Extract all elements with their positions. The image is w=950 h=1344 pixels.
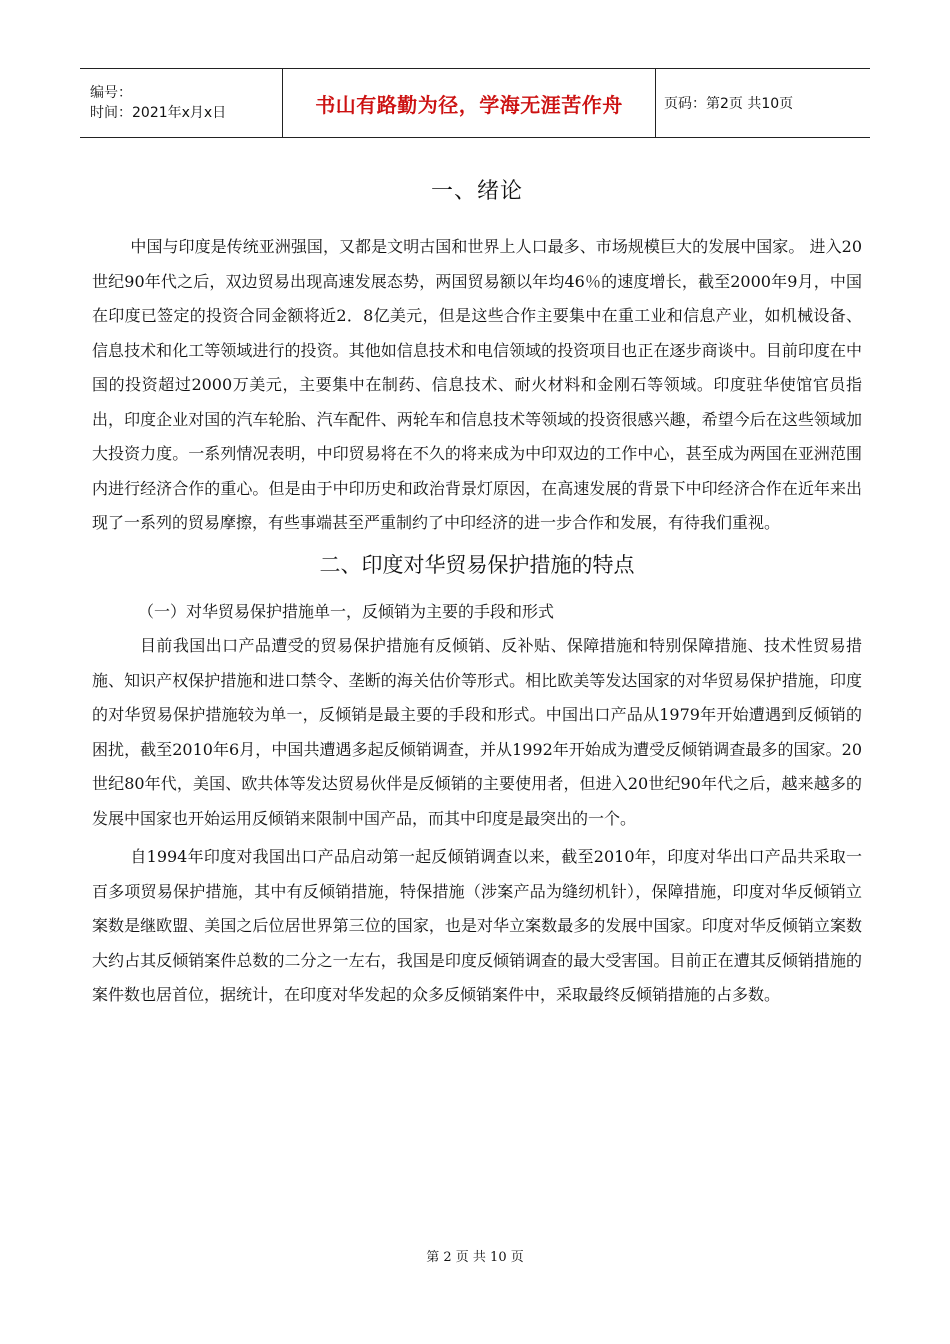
page-info-text: 页码：第2页 共10页	[664, 96, 794, 112]
document-body	[92, 172, 862, 1013]
paragraph: 中国与印度是传统亚洲强国，又都是文明古国和世界上人口最多、市场规模巨大的发展中国家。 进入20世纪90年代之后，双边贸易出现高速发展态势，两国贸易额以年均46％的速度增长，截至2000年9月，中国在印度已签定的投资合同金额将近2．8亿美元，但是这些合作主要集中在重工业和信息产业，如机械设备、信息技术和化工等领域进行的投资。其他如信息技术和电信领域的投资项目也正在逐步商谈中。目前印度在中国的投资超过2000万美元，主要集中在制药、信息技术、耐火材料和金刚石等领域。印度驻华使馆官员指出，印度企业对国的汽车轮胎、汽车配件、两轮车和信息技术等领域的投资很感兴趣，希望今后在这些领域加大投资力度。一系列情况表明，中印贸易将在不久的将来成为中印双边的工作中心，甚至成为两国在亚洲范围内进行经济合作的重心。但是由于中印历史和政治背景灯原因，在高速发展的背景下中印经济合作在近年来出现了一系列的贸易摩擦，有些事端甚至严重制约了中印经济的进一步合作和发展，有待我们重视。	[92, 237, 862, 532]
page-header	[80, 68, 870, 138]
motto-text: 书山有路勤为径，学海无涯苦作舟	[315, 92, 623, 117]
paragraph: 自1994年印度对我国出口产品启动第一起反倾销调查以来，截至2010年，印度对华出口产品共采取一百多项贸易保护措施，其中有反倾销措施，特保措施（涉案产品为缝纫机针），保障措施，印度对华反倾销立案数是继欧盟、美国之后位居世界第三位的国家，也是对华立案数最多的发展中国家。印度对华反倾销立案数大约占其反倾销案件总数的二分之一左右，我国是印度反倾销调查的最大受害国。目前正在遭其反倾销措施的案件数也居首位，据统计，在印度对华发起的众多反倾销案件中，采取最终反倾销措施的占多数。	[92, 847, 862, 1004]
document-time-label: 时间：2021年x月x日	[90, 105, 227, 121]
page-footer: 第 2 页 共 10 页	[426, 1250, 524, 1265]
paragraph: 目前我国出口产品遭受的贸易保护措施有反倾销、反补贴、保障措施和特别保障措施、技术性贸易措施、知识产权保护措施和进口禁令、垄断的海关估价等形式。相比欧美等发达国家的对华贸易保护措施，印度的对华贸易保护措施较为单一，反倾销是最主要的手段和形式。中国出口产品从1979年开始遭遇到反倾销的困扰，截至2010年6月，中国共遭遇多起反倾销调查，并从1992年开始成为遭受反倾销调查最多的国家。20世纪80年代，美国、欧共体等发达贸易伙伴是反倾销的主要使用者，但进入20世纪90年代之后，越来越多的发展中国家也开始运用反倾销来限制中国产品，而其中印度是最突出的一个。	[92, 636, 862, 828]
subsection-title: （一）对华贸易保护措施单一，反倾销为主要的手段和形式	[138, 601, 555, 621]
header-page-info	[656, 69, 870, 137]
header-motto	[282, 69, 656, 137]
section-title-introduction: 一、绪论	[430, 179, 523, 204]
header-meta	[80, 69, 282, 137]
document-number-label: 编号：	[90, 85, 132, 101]
section-title-features: 二、印度对华贸易保护措施的特点	[319, 552, 635, 577]
